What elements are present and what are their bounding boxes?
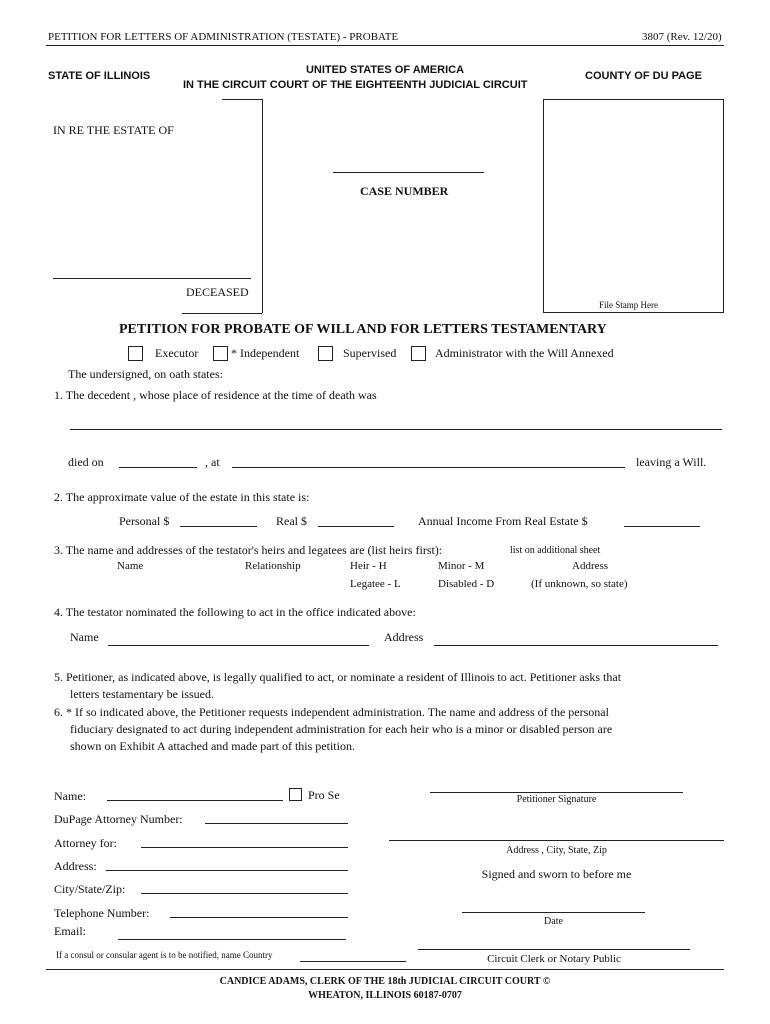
col-address: Address [572,560,609,572]
pro-se-checkbox[interactable] [289,788,302,801]
administrator-checkbox[interactable] [411,346,426,361]
country-label: UNITED STATES OF AMERICA [305,64,465,76]
annual-income-label: Annual Income From Real Estate $ [418,514,588,528]
caption-left-border [262,99,263,313]
item5-line2: letters testamentary be issued. [70,687,214,701]
col-disabled: Disabled - D [438,578,495,590]
caption-bottom-rule [182,313,262,314]
administrator-label: Administrator with the Will Annexed [435,346,614,360]
residence-line[interactable] [70,429,722,430]
consul-label: If a consul or consular agent is to be notified, name Country [56,950,273,960]
attorney-name-line[interactable] [107,800,283,801]
footer-line1: CANDICE ADAMS, CLERK OF THE 18th JUDICIAL CIRCUIT COURT © [219,976,551,987]
item3-text: 3. The name and addresses of the testator's heirs and legatees are (list heirs first): [54,543,443,557]
supervised-label: Supervised [343,346,397,360]
date-label: Date [544,916,563,927]
petitioner-signature-label: Petitioner Signature [516,794,597,805]
attorney-for-label: Attorney for: [54,836,117,850]
petitioner-address-line[interactable] [389,840,724,841]
real-value-line[interactable] [318,526,394,527]
clerk-notary-label: Circuit Clerk or Notary Public [487,953,621,965]
nominee-name-line[interactable] [108,645,369,646]
city-state-zip-label: City/State/Zip: [54,882,126,896]
case-number-label: CASE NUMBER [360,184,449,198]
death-date-line[interactable] [119,467,197,468]
file-stamp-box [543,99,724,313]
footer-rule [46,969,724,970]
nominee-address-line[interactable] [434,645,718,646]
address-label: Address: [54,859,97,873]
deceased-label: DECEASED [186,285,249,299]
in-re-label: IN RE THE ESTATE OF [53,123,174,137]
item5-line1: 5. Petitioner, as indicated above, is legally qualified to act, or nominate a resident of Illinois to act. Petitioner asks that [54,670,622,684]
attorney-name-label: Name: [54,789,86,803]
executor-label: Executor [155,346,199,360]
consul-country-line[interactable] [300,961,406,962]
personal-label: Personal $ [119,514,170,528]
item4-name-label: Name [70,630,99,644]
file-stamp-label: File Stamp Here [599,300,658,310]
court-label: IN THE CIRCUIT COURT OF THE EIGHTEENTH JUDICIAL CIRCUIT [183,79,528,91]
col-unknown: (If unknown, so state) [531,578,628,590]
leaving-will-label: leaving a Will. [636,455,707,469]
pro-se-label: Pro Se [308,788,340,802]
county-label: COUNTY OF DU PAGE [585,70,702,82]
telephone-label: Telephone Number: [54,906,150,920]
email-line[interactable] [118,939,346,940]
form-number: 3807 (Rev. 12/20) [642,31,722,43]
case-number-line[interactable] [333,172,484,173]
annual-income-line[interactable] [624,526,700,527]
col-heir: Heir - H [350,560,387,572]
col-relationship: Relationship [245,560,301,572]
independent-label: * Independent [231,346,300,360]
at-label: , at [205,455,220,469]
city-state-zip-line[interactable] [141,893,348,894]
item4-text: 4. The testator nominated the following to act in the office indicated above: [54,605,416,619]
independent-checkbox[interactable] [213,346,228,361]
death-place-line[interactable] [232,467,625,468]
item6-line3: shown on Exhibit A attached and made part of this petition. [70,739,355,753]
supervised-checkbox[interactable] [318,346,333,361]
oath-text: The undersigned, on oath states: [68,367,223,381]
header-rule [46,45,724,46]
col-legatee: Legatee - L [350,578,401,590]
item3-note: list on additional sheet [510,545,601,556]
item6-line2: fiduciary designated to act during independent administration for each heir who is a minor or disabled person are [70,722,613,736]
item6-line1: 6. * If so indicated above, the Petitioner requests independent administration. The name and address of the personal [54,705,609,719]
dupage-number-label: DuPage Attorney Number: [54,812,183,826]
attorney-for-line[interactable] [141,847,348,848]
address-line[interactable] [106,870,348,871]
petition-title: PETITION FOR PROBATE OF WILL AND FOR LETTERS TESTAMENTARY [119,322,607,337]
col-name: Name [117,560,144,572]
item2-text: 2. The approximate value of the estate in this state is: [54,490,310,504]
petitioner-signature-line[interactable] [430,792,683,793]
date-line[interactable] [462,912,645,913]
item4-address-label: Address [384,630,424,644]
telephone-line[interactable] [170,917,348,918]
email-label: Email: [54,924,86,938]
item1-text: 1. The decedent , whose place of residence at the time of death was [54,388,377,402]
personal-value-line[interactable] [180,526,257,527]
died-on-label: died on [68,455,104,469]
dupage-number-line[interactable] [205,823,348,824]
state-label: STATE OF ILLINOIS [48,70,151,82]
col-minor: Minor - M [438,560,485,572]
signed-sworn-text: Signed and sworn to before me [481,867,632,881]
clerk-notary-line[interactable] [418,949,690,950]
executor-checkbox[interactable] [128,346,143,361]
decedent-name-line[interactable] [53,278,251,279]
petitioner-address-label: Address , City, State, Zip [506,845,607,856]
footer-line2: WHEATON, ILLINOIS 60187-0707 [308,990,462,1001]
real-label: Real $ [276,514,307,528]
form-title: PETITION FOR LETTERS OF ADMINISTRATION (TESTATE) - PROBATE [48,31,399,43]
caption-top-rule [222,99,262,100]
